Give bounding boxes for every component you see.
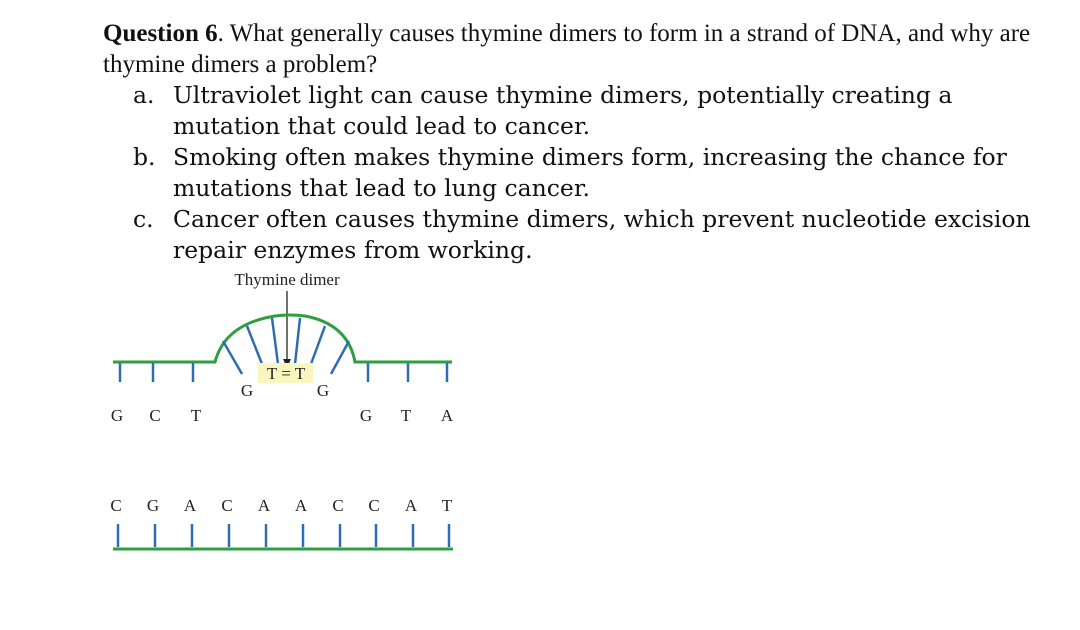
rung xyxy=(331,341,349,374)
top-strand-backbone xyxy=(113,315,452,362)
bulge-base-letter: G xyxy=(240,381,254,400)
top-base-letter: C xyxy=(149,406,161,425)
bottom-base-letter: A xyxy=(257,496,271,515)
bottom-base-letter: T xyxy=(441,496,453,515)
option-a-text: Ultraviolet light can cause thymine dimers, potentially creating a mutation that could lead to cancer. xyxy=(173,81,953,140)
rung xyxy=(247,326,262,364)
bottom-base-letter: C xyxy=(221,496,233,515)
question-body: . What generally causes thymine dimers to form in a strand of DNA, and why are thymine dimers a problem? xyxy=(103,20,1031,78)
top-base-letter: A xyxy=(440,406,454,425)
option-b-letter: b. xyxy=(133,143,156,171)
rung xyxy=(272,318,278,364)
option-b-text: Smoking often makes thymine dimers form, increasing the chance for mutations that lead to lung cancer. xyxy=(173,143,1007,202)
bottom-strand-rungs xyxy=(118,524,449,547)
rung xyxy=(311,326,325,364)
top-base-letter: G xyxy=(359,406,373,425)
dimer-label: Thymine dimer xyxy=(234,270,340,289)
bottom-base-letter: C xyxy=(110,496,122,515)
bottom-base-letter: A xyxy=(294,496,308,515)
top-base-letter: T xyxy=(400,406,412,425)
top-base-letter: G xyxy=(110,406,124,425)
bottom-base-letter: A xyxy=(404,496,418,515)
question-label: Question 6 xyxy=(103,20,218,47)
option-c[interactable] xyxy=(133,204,1033,266)
option-a[interactable] xyxy=(133,80,1033,142)
bottom-base-letter: C xyxy=(368,496,380,515)
option-b[interactable] xyxy=(133,142,1033,204)
option-a-letter: a. xyxy=(133,81,155,109)
option-c-text: Cancer often causes thymine dimers, which prevent nucleotide excision repair enzymes from working. xyxy=(173,205,1031,264)
bottom-base-letter: A xyxy=(183,496,197,515)
bulge-base-letter: G xyxy=(316,381,330,400)
rung xyxy=(223,341,242,374)
top-base-letter: T xyxy=(190,406,202,425)
dimer-text: T = T xyxy=(266,364,306,383)
rung xyxy=(295,318,300,364)
option-c-letter: c. xyxy=(133,205,154,233)
thymine-dimer-diagram xyxy=(0,260,520,580)
answer-options xyxy=(133,80,1033,266)
bottom-base-letter: C xyxy=(332,496,344,515)
bottom-base-letter: G xyxy=(146,496,160,515)
question-text xyxy=(103,18,1033,80)
